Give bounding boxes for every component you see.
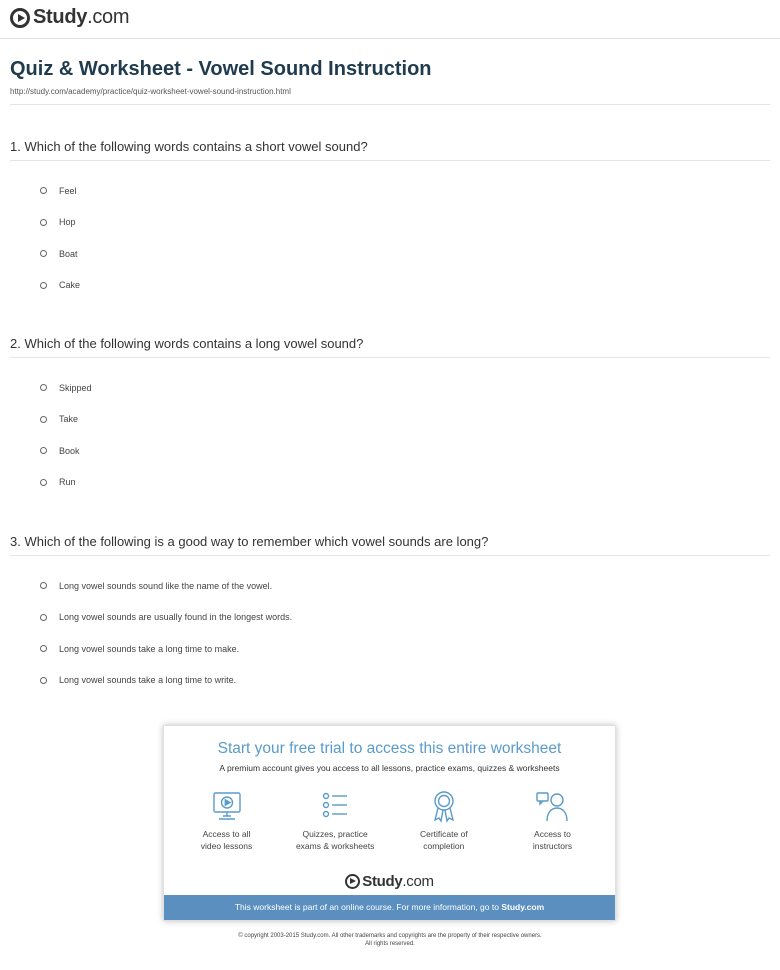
answer-label: Long vowel sounds sound like the name of the vowel.	[59, 580, 273, 591]
answer-label: Long vowel sounds take a long time to make.	[59, 643, 240, 654]
logo-text: Study.com	[33, 6, 130, 28]
study-logo[interactable]	[10, 6, 129, 29]
feature-label: Access to all video lessons	[200, 829, 253, 852]
video-lessons-icon	[209, 788, 245, 824]
question-1	[10, 139, 770, 301]
answer-option[interactable]	[10, 270, 770, 302]
answer-label: Take	[59, 414, 79, 425]
url-divider	[10, 104, 770, 105]
promo-info-bar[interactable]: This worksheet is part of an online course. For more information, go to Study.com	[164, 895, 615, 920]
play-circle-icon	[10, 8, 30, 28]
answer-options	[10, 372, 770, 498]
promo-subtitle: A premium account gives you access to all lessons, practice exams, quizzes & worksheets	[219, 763, 560, 773]
answer-label: Cake	[59, 280, 81, 291]
feature-video-lessons	[174, 788, 279, 853]
answer-option[interactable]	[10, 602, 770, 634]
answer-label: Skipped	[59, 382, 92, 393]
answer-label: Hop	[59, 217, 76, 228]
feature-instructors	[500, 788, 605, 853]
promo-features	[174, 788, 605, 853]
answer-option[interactable]	[10, 175, 770, 207]
quizzes-list-icon	[317, 788, 353, 824]
play-circle-icon	[345, 874, 360, 889]
answer-label: Long vowel sounds are usually found in the longest words.	[59, 612, 293, 623]
answer-option[interactable]	[10, 570, 770, 602]
copyright-footer: © copyright 2003-2015 Study.com. All other trademarks and copyrights are the property of their respective owners. All rights reserved.	[238, 933, 542, 948]
feature-label: Access to instructors	[532, 829, 573, 852]
header-divider	[0, 38, 780, 39]
question-text: 1. Which of the following words contains a short vowel sound?	[10, 139, 770, 161]
radio-button-icon[interactable]	[40, 219, 47, 226]
radio-button-icon[interactable]	[40, 645, 47, 652]
logo-text: Study.com	[362, 873, 434, 890]
answer-label: Feel	[59, 185, 77, 196]
answer-option[interactable]	[10, 665, 770, 697]
feature-label: Quizzes, practice exams & worksheets	[295, 829, 375, 852]
feature-certificate	[391, 788, 496, 853]
answer-label: Book	[59, 445, 80, 456]
study-com-link[interactable]: Study.com	[501, 902, 545, 912]
question-text: 3. Which of the following is a good way to remember which vowel sounds are long?	[10, 534, 770, 556]
answer-option[interactable]	[10, 435, 770, 467]
radio-button-icon[interactable]	[40, 384, 47, 391]
question-3	[10, 534, 770, 696]
feature-quizzes	[283, 788, 388, 853]
answer-option[interactable]	[10, 633, 770, 665]
radio-button-icon[interactable]	[40, 479, 47, 486]
answer-option[interactable]	[10, 404, 770, 436]
radio-button-icon[interactable]	[40, 416, 47, 423]
promo-study-logo[interactable]	[164, 873, 615, 890]
question-text: 2. Which of the following words contains a long vowel sound?	[10, 336, 770, 358]
answer-label: Long vowel sounds take a long time to write.	[59, 675, 237, 686]
answer-option[interactable]	[10, 238, 770, 270]
certificate-ribbon-icon	[426, 788, 462, 824]
radio-button-icon[interactable]	[40, 677, 47, 684]
free-trial-promo[interactable]	[163, 725, 616, 921]
answer-option[interactable]	[10, 372, 770, 404]
radio-button-icon[interactable]	[40, 614, 47, 621]
answer-option[interactable]	[10, 207, 770, 239]
answer-label: Run	[59, 477, 76, 488]
page-url: http://study.com/academy/practice/quiz-worksheet-vowel-sound-instruction.html	[10, 87, 291, 96]
answer-options	[10, 570, 770, 696]
radio-button-icon[interactable]	[40, 250, 47, 257]
question-2	[10, 336, 770, 498]
answer-options	[10, 175, 770, 301]
feature-label: Certificate of completion	[419, 829, 468, 852]
radio-button-icon[interactable]	[40, 187, 47, 194]
answer-option[interactable]	[10, 467, 770, 499]
radio-button-icon[interactable]	[40, 282, 47, 289]
radio-button-icon[interactable]	[40, 447, 47, 454]
promo-title[interactable]: Start your free trial to access this entire worksheet	[217, 740, 562, 757]
page-title: Quiz & Worksheet - Vowel Sound Instruction	[10, 58, 432, 80]
answer-label: Boat	[59, 248, 78, 259]
radio-button-icon[interactable]	[40, 582, 47, 589]
instructor-chat-icon	[534, 788, 570, 824]
